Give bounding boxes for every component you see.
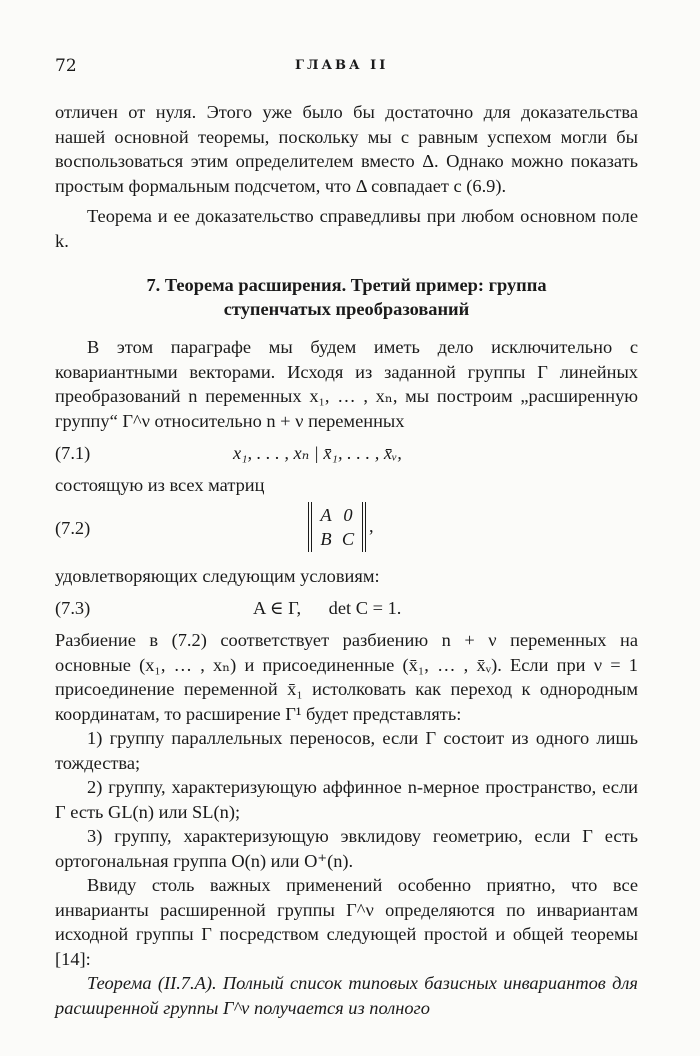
page-body [55, 100, 638, 1020]
matrix-left-norm-bar [308, 502, 312, 552]
block-matrix [305, 502, 374, 552]
page-header [55, 56, 640, 78]
chapter-heading: ГЛАВА II [295, 58, 389, 73]
section-heading-line-1: 7. Теорема расширения. Третий пример: группа [146, 275, 547, 295]
equation-expression: A ∈ Γ, det C = 1. [253, 598, 402, 618]
matrix-cell: 0 [343, 504, 353, 525]
paragraph-5: удовлетворяющих следующим условиям: [55, 565, 380, 586]
page-number: 72 [55, 56, 77, 76]
paragraph-3: В этом параграфе мы будем иметь дело исключительно с ковариантными векторами. Исходя из заданной группы Γ линейных преобразований n переменных x₁, … , xₙ, мы построим „расширенную группу“ Γ^ν относительно n + ν переменных [55, 337, 638, 431]
equation-7-2 [55, 498, 638, 564]
equation-label: (7.1) [55, 443, 91, 463]
paragraph-6: Разбиение в (7.2) соответствует разбиению n + ν переменных на основные (x₁, … , xₙ) и присоединенные (x̄₁, … , x̄ᵥ). Если при ν = 1 присоединение переменной x̄₁ истолковать как переход к однородным координатам, то расширение Γ¹ будет представлять: [55, 630, 638, 724]
paragraph-7: Ввиду столь важных применений особенно приятно, что все инварианты расширенной группы Γ^ν определяются по инвариантам исходной группы Γ посредством следующей простой и общей теоремы [14]: [55, 875, 638, 969]
list-item-2: 2) группу, характеризующую аффинное n-мерное пространство, если Γ есть GL(n) или SL(n); [55, 777, 638, 822]
equation-label: (7.2) [55, 517, 91, 538]
matrix-cell: C [341, 528, 355, 549]
paragraph-2: Теорема и ее доказательство справедливы при любом основном поле k. [55, 206, 638, 251]
section-heading-line-2: ступенчатых преобразований [223, 299, 470, 319]
equation-label: (7.3) [55, 598, 91, 618]
equation-7-3 [55, 588, 638, 628]
paragraph-1: отличен от нуля. Этого уже было бы достаточно для доказательства нашей основной теоремы, поскольку мы с равным успехом могли бы воспользоваться этим определителем вместо Δ. Однако можно показать простым формальным подсчетом, что Δ совпадает с (6.9). [55, 102, 638, 196]
matrix-cell: A [320, 504, 332, 525]
matrix-suffix: , [369, 516, 374, 537]
list-item-1: 1) группу параллельных переносов, если Γ состоит из одного лишь тождества; [55, 728, 638, 773]
theorem-statement: Теорема (II.7.A). Полный список типовых базисных инвариантов для расширенной группы Γ^ν получается из полного [55, 973, 638, 1018]
equation-7-1 [55, 433, 638, 473]
list-item-3: 3) группу, характеризующую эвклидову геометрию, если Γ есть ортогональная группа O(n) или O⁺(n). [55, 826, 638, 871]
matrix-expression [305, 502, 374, 559]
paragraph-4: состоящую из всех матриц [55, 475, 265, 495]
section-heading [55, 273, 638, 321]
equation-expression: x₁, . . . , xₙ | x̄₁, . . . , x̄ᵥ, [233, 443, 402, 463]
matrix-grid [315, 503, 359, 551]
matrix-right-norm-bar [362, 502, 366, 552]
matrix-cell: B [320, 528, 332, 549]
